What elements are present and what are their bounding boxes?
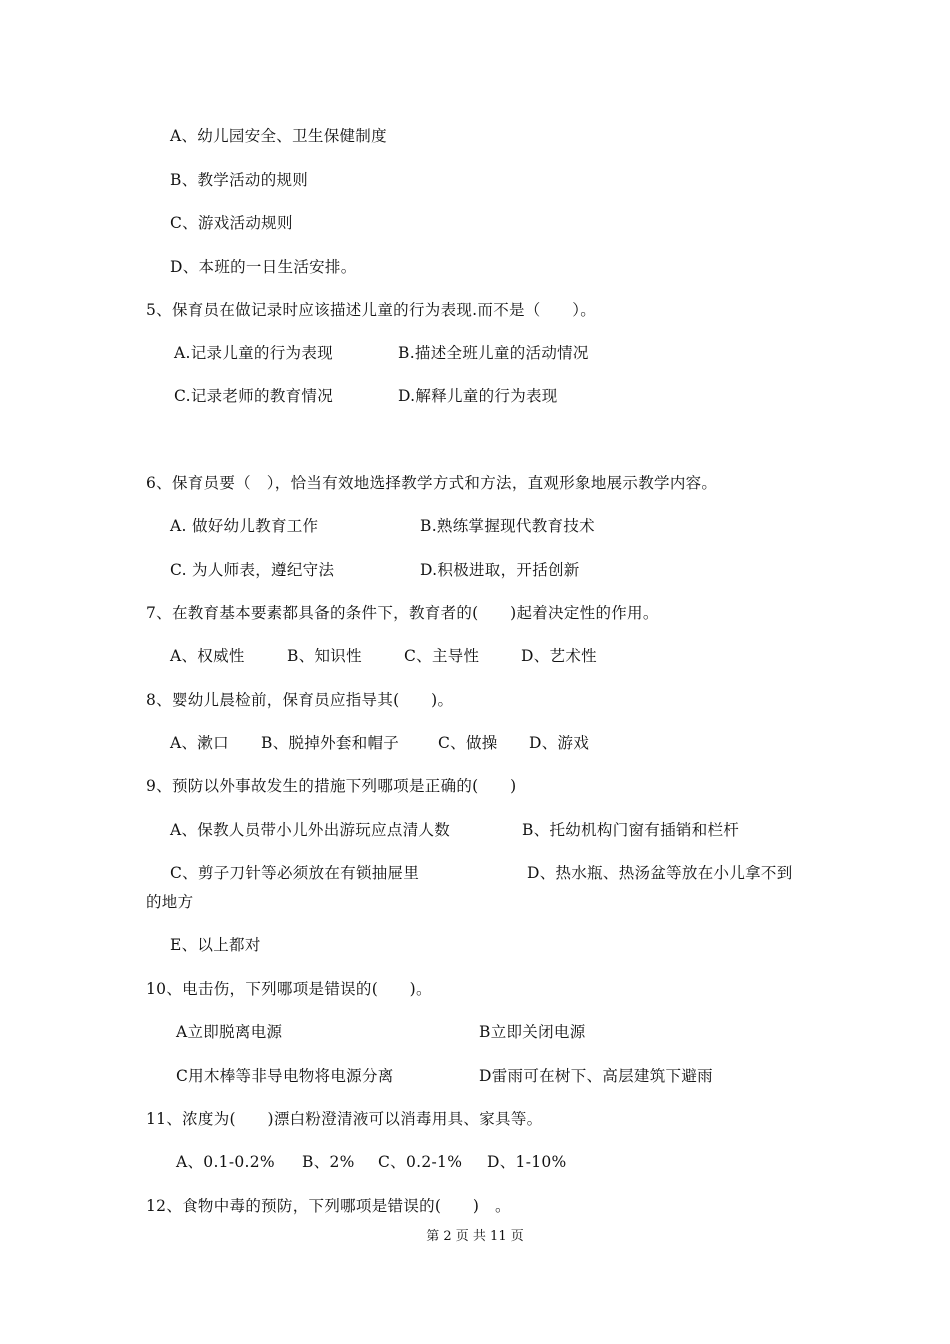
q10-option-b: B立即关闭电源 [479, 1023, 586, 1041]
q8-option-c: C、做操 [438, 734, 498, 752]
q4-option-b: B、教学活动的规则 [170, 171, 309, 189]
q7-option-b: B、知识性 [287, 647, 362, 665]
q10-option-d: D雷雨可在树下、高层建筑下避雨 [479, 1067, 713, 1085]
q7-option-c: C、主导性 [404, 647, 480, 665]
q5-option-b: B.描述全班儿童的活动情况 [398, 344, 589, 362]
q9-option-c: C、剪子刀针等必须放在有锁抽屉里 [170, 864, 420, 882]
q5-option-a: A.记录儿童的行为表现 [174, 344, 333, 362]
q7-option-d: D、艺术性 [521, 647, 597, 665]
q11-option-a: A、0.1-0.2% [176, 1153, 275, 1171]
q9-option-b: B、托幼机构门窗有插销和栏杆 [522, 821, 740, 839]
q8-option-b: B、脱掉外套和帽子 [261, 734, 400, 752]
q9-stem: 9、预防以外事故发生的措施下列哪项是正确的( ) [146, 777, 517, 795]
q9-option-d-continued: 的地方 [146, 893, 194, 911]
q10-option-c: C用木棒等非导电物将电源分离 [176, 1067, 394, 1085]
q10-option-a: A立即脱离电源 [176, 1023, 283, 1041]
q6-option-a: A. 做好幼儿教育工作 [170, 517, 319, 535]
q10-stem: 10、电击伤，下列哪项是错误的( )。 [146, 980, 432, 998]
q4-option-a: A、幼儿园安全、卫生保健制度 [170, 127, 387, 145]
q11-option-c: C、0.2-1% [378, 1153, 463, 1171]
q5-stem: 5、保育员在做记录时应该描述儿童的行为表现.而不是（ ）。 [146, 301, 597, 319]
q9-option-e: E、以上都对 [170, 936, 261, 954]
q11-option-b: B、2% [302, 1153, 355, 1171]
q7-option-a: A、权威性 [170, 647, 245, 665]
q8-stem: 8、婴幼儿晨检前，保育员应指导其( )。 [146, 691, 454, 709]
q4-option-d: D、本班的一日生活安排。 [170, 258, 357, 276]
q12-stem: 12、食物中毒的预防，下列哪项是错误的( ) 。 [146, 1197, 511, 1215]
q6-option-b: B.熟练掌握现代教育技术 [420, 517, 595, 535]
q5-option-d: D.解释儿童的行为表现 [398, 387, 558, 405]
q6-stem: 6、保育员要（ ），恰当有效地选择教学方式和方法，直观形象地展示教学内容。 [146, 474, 718, 492]
q4-option-c: C、游戏活动规则 [170, 214, 293, 232]
q5-option-c: C.记录老师的教育情况 [174, 387, 334, 405]
page-footer: 第 2 页 共 11 页 [426, 1229, 524, 1244]
q6-option-d: D.积极进取，开括创新 [420, 561, 580, 579]
q9-option-d: D、热水瓶、热汤盆等放在小儿拿不到 [527, 864, 793, 882]
q11-option-d: D、1-10% [487, 1153, 567, 1171]
q8-option-a: A、漱口 [170, 734, 229, 752]
q7-stem: 7、在教育基本要素都具备的条件下，教育者的( )起着决定性的作用。 [146, 604, 659, 622]
q6-option-c: C. 为人师表，遵纪守法 [170, 561, 335, 579]
q8-option-d: D、游戏 [529, 734, 590, 752]
q11-stem: 11、浓度为( )漂白粉澄清液可以消毒用具、家具等。 [146, 1110, 543, 1128]
q9-option-a: A、保教人员带小儿外出游玩应点清人数 [170, 821, 451, 839]
